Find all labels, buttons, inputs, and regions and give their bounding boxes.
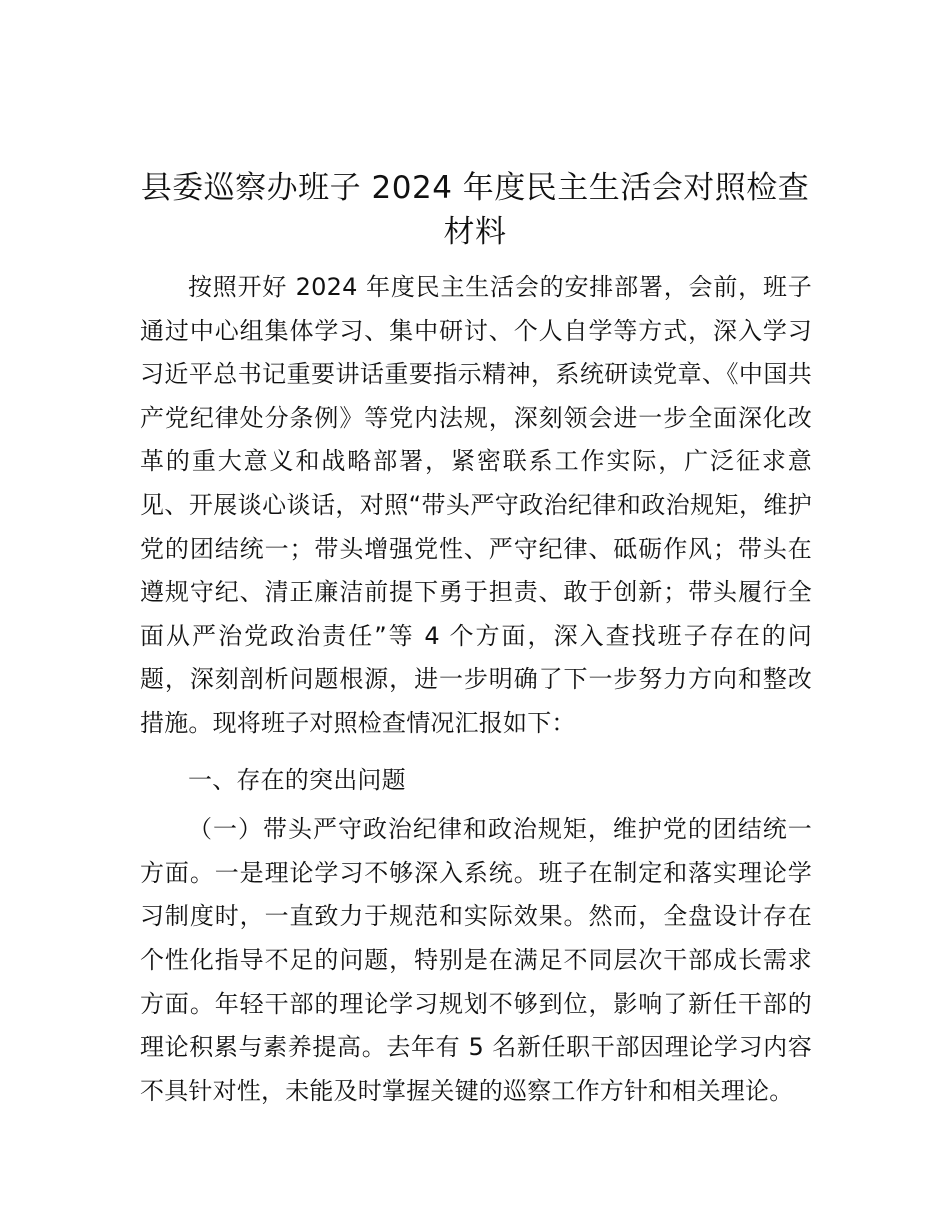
paragraph-spacer <box>140 746 812 759</box>
document-body <box>140 266 812 1113</box>
problem-paragraph: （一）带头严守政治纪律和政治规矩，维护党的团结统一方面。一是理论学习不够深入系统。班子在制定和落实理论学习制度时，一直致力于规范和实际效果。然而，全盘设计存在个性化指导不足的问题，特别是在满足不同层次干部成长需求方面。年轻干部的理论学习规划不够到位，影响了新任干部的理论积累与素养提高。去年有 5 名新任职干部因理论学习内容不具针对性，未能及时掌握关键的巡察工作方针和相关理论。 <box>140 815 812 1105</box>
document-title: 县委巡察办班子 2024 年度民主生活会对照检查材料 <box>140 170 810 250</box>
intro-paragraph: 按照开好 2024 年度民主生活会的安排部署，会前，班子通过中心组集体学习、集中研讨、个人自学等方式，深入学习习近平总书记重要讲话重要指示精神，系统研读党章、《中国共产党纪律处分条例》等党内法规，深刻领会进一步全面深化改革的重大意义和战略部署，紧密联系工作实际，广泛征求意见、开展谈心谈话，对照“带头严守政治纪律和政治规矩，维护党的团结统一；带头增强党性、严守纪律、砥砺作风；带头在遵规守纪、清正廉洁前提下勇于担责、敢于创新；带头履行全面从严治党政治责任”等 4 个方面，深入查找班子存在的问题，深刻剖析问题根源，进一步明确了下一步努力方向和整改措施。现将班子对照检查情况汇报如下： <box>140 273 812 737</box>
section-heading: 一、存在的突出问题 <box>188 765 406 794</box>
